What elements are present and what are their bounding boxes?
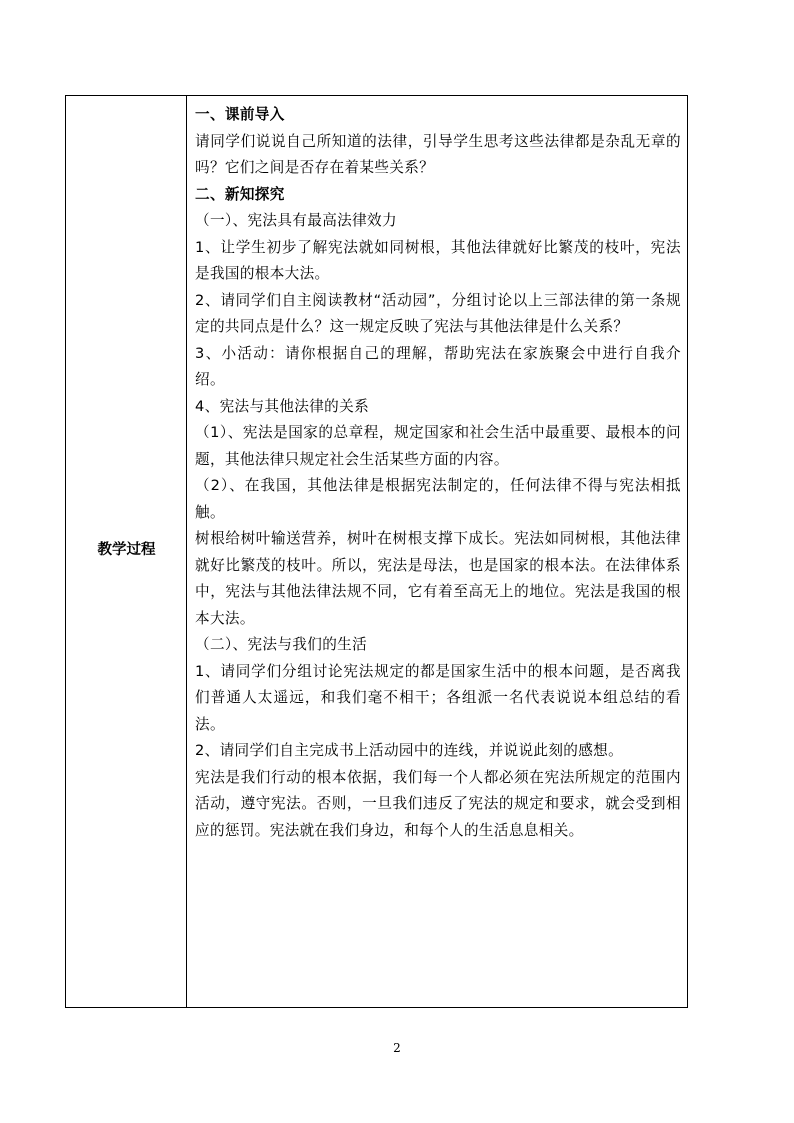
paragraph: 树根给树叶输送营养，树叶在树根支撑下成长。宪法如同树根，其他法律就好比繁茂的枝叶。所以，宪法是母法，也是国家的根本法。在法律体系中，宪法与其他法律法规不同，它有着至高无上的地位。宪法是我国的根本大法。: [195, 530, 681, 627]
section-heading-explore: 二、新知探究: [195, 185, 285, 203]
content-cell: [187, 96, 687, 1007]
paragraph: 1、让学生初步了解宪法就如同树根，其他法律就好比繁茂的枝叶，宪法是我国的根本大法。: [195, 238, 681, 282]
paragraph: 2、请同学们自主阅读教材“活动园”，分组讨论以上三部法律的第一条规定的共同点是什么？这一规定反映了宪法与其他法律是什么关系？: [195, 291, 681, 335]
section-heading-intro: 一、课前导入: [195, 106, 285, 123]
page-number: 2: [393, 1041, 401, 1055]
paragraph: （1）、宪法是国家的总章程，规定国家和社会生活中最重要、最根本的问题，其他法律只规定社会生活某些方面的内容。: [195, 424, 681, 468]
subsection-heading-2: （二）、宪法与我们的生活: [195, 636, 368, 653]
paragraph: （2）、在我国，其他法律是根据宪法制定的，任何法律不得与宪法相抵触。: [195, 477, 681, 521]
row-label: 教学过程: [97, 542, 156, 558]
paragraph: 2、请同学们自主完成书上活动园中的连线，并说说此刻的感想。: [195, 742, 624, 759]
paragraph: 4、宪法与其他法律的关系: [195, 397, 370, 415]
row-label-cell: [66, 96, 187, 1007]
intro-paragraph: 请同学们说说自己所知道的法律，引导学生思考这些法律都是杂乱无章的吗？它们之间是否存在着某些关系？: [195, 132, 681, 176]
lesson-table: [65, 95, 688, 1008]
paragraph: 宪法是我们行动的根本依据，我们每一个人都必须在宪法所规定的范围内活动，遵守宪法。否则，一旦我们违反了宪法的规定和要求，就会受到相应的惩罚。宪法就在我们身边，和每个人的生活息息相关。: [195, 768, 681, 839]
paragraph: 1、请同学们分组讨论宪法规定的都是国家生活中的根本问题，是否离我们普通人太遥远，和我们毫不相干；各组派一名代表说说本组总结的看法。: [195, 662, 681, 733]
subsection-heading-1: （一）、宪法具有最高法律效力: [195, 212, 397, 229]
paragraph: 3、小活动：请你根据自己的理解，帮助宪法在家族聚会中进行自我介绍。: [195, 344, 681, 388]
